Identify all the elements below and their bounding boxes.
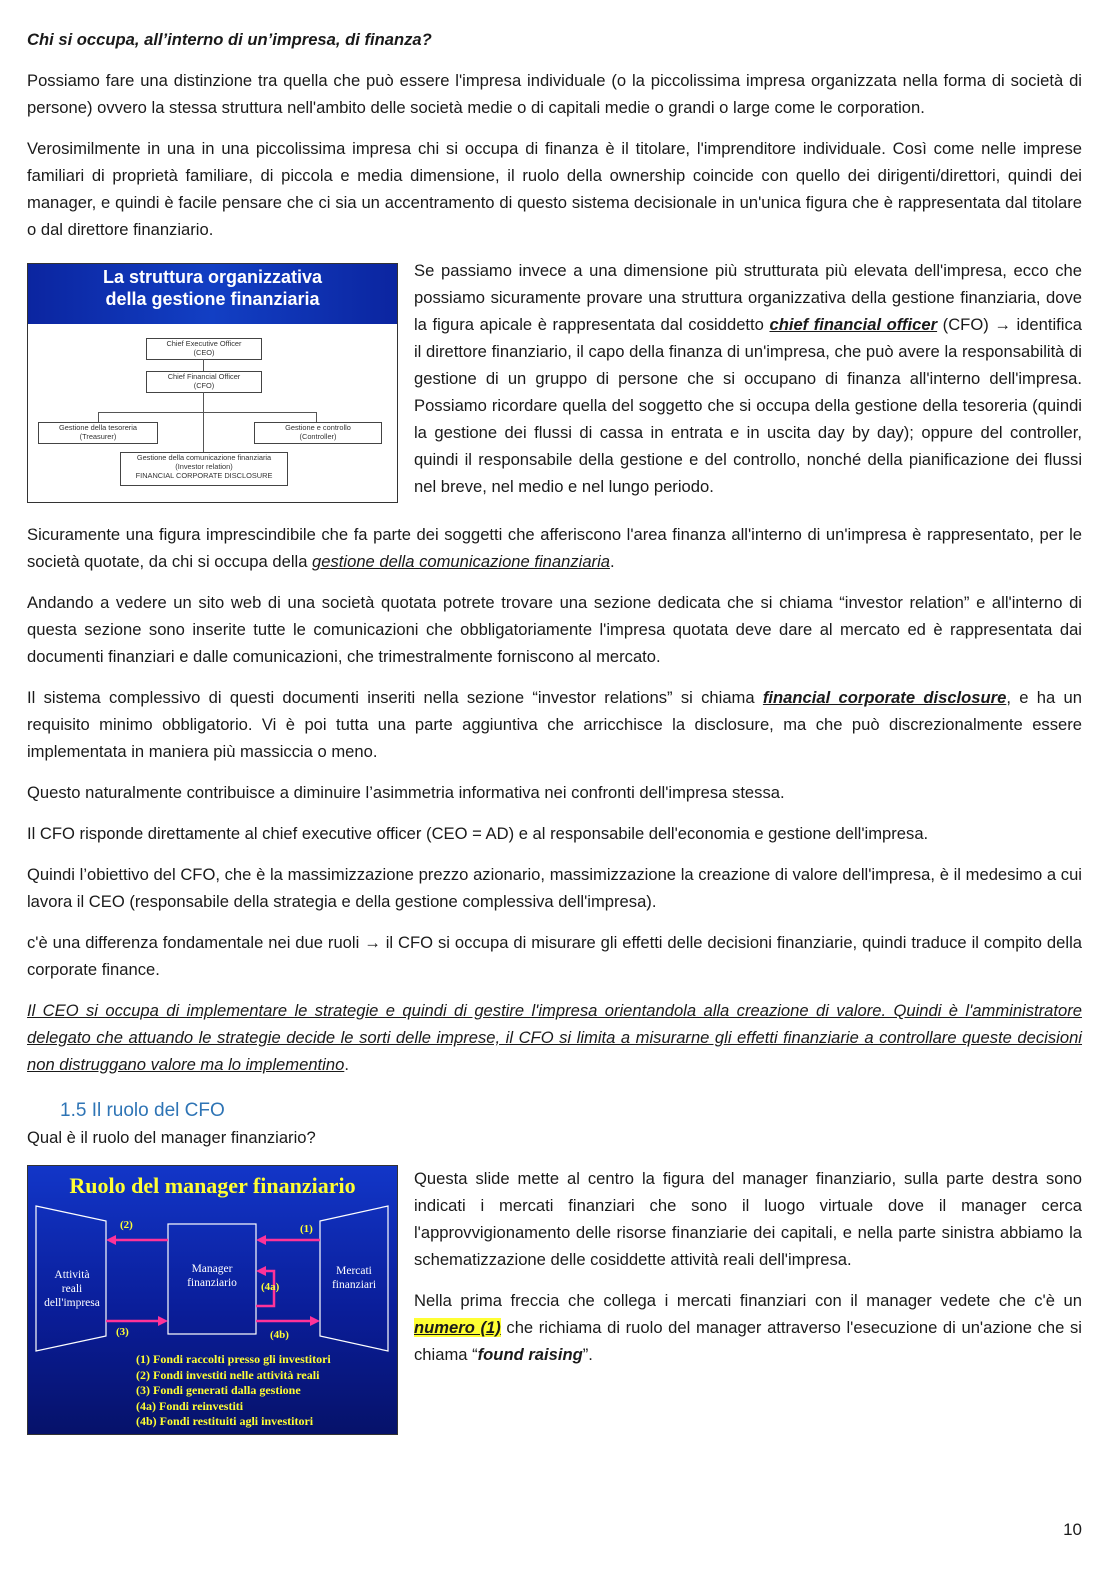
slide-legend: (1) Fondi raccolti presso gli investitori (2) Fondi investiti nelle attività reali (3) Fondi generati dalla gestione (4a) Fondi reinvestiti (4b) Fondi restituiti agli investitori [136,1352,331,1428]
connector-line [98,412,99,422]
figure-block-2 [27,1165,1082,1439]
paragraph-9: Quindi l’obiettivo del CFO, che è la massimizzazione prezzo azionario, massimizzazione la creazione di valore dell'impresa, è il medesimo a cui lavora il CEO (responsabile della strategia e della gestione complessiva dell'impresa). [27,865,1082,911]
controller-box: Gestione e controllo (Controller) [254,422,382,444]
arrow-1-head [256,1235,266,1245]
page-number: 10 [1063,1520,1082,1539]
term-comunicazione-finanziaria: gestione della comunicazione finanziaria [312,552,610,571]
arrow-4b-head [310,1316,320,1326]
label-1: (1) [300,1223,313,1235]
slide-title-line-1: La struttura organizzativa [102,267,323,287]
paragraph-4: Sicuramente una figura imprescindibile che fa parte dei soggetti che afferiscono l'area finanza all'interno di un'impresa è rappresentato, per le società quotate, da chi si occupa della gestione della comunicazione finanziaria. [27,525,1082,571]
investor-relation-box: Gestione della comunicazione finanziaria (Investor relation) FINANCIAL CORPORATE DISCLOSURE [120,452,288,486]
ceo-box: Chief Executive Officer (CEO) [146,338,262,360]
org-chart [28,324,397,502]
label-4a: (4a) [261,1281,280,1293]
connector-line [203,392,204,452]
highlight-numero-1: numero (1) [414,1318,501,1337]
financial-markets-label: Mercati finanziari [331,1265,377,1291]
document-page [27,26,1082,1439]
paragraph-1: Possiamo fare una distinzione tra quella che può essere l'impresa individuale (o la piccolissima impresa organizzata nella forma di società di persone) ovvero la stessa struttura nell'ambito delle società medie o di capitali medie o grandi o large come le corporation. [27,71,1082,117]
slide-title [28,266,397,310]
manager-label: Manager finanziario [187,1263,237,1289]
arrow-icon: → [364,933,381,952]
org-structure-slide [27,263,398,503]
section-question: Chi si occupa, all’interno di un’impresa, di finanza? [27,30,432,49]
figure-block-1 [27,257,1082,507]
paragraph-5: Andando a vedere un sito web di una società quotata potrete trovare una sezione dedicata che si chiama “investor relation” e all'interno di questa sezione sono inserite tutte le comunicazioni che obbligatoriamente l'impresa quotata deve dare al mercato ed è rappresentata dai documenti finanziari e dalle comunicazioni, che trimestralmente forniscono al mercato. [27,593,1082,666]
connector-line [203,359,204,371]
real-assets-label: Attività reali dell'impresa [44,1269,100,1309]
paragraph-2: Verosimilmente in una in una piccolissima impresa chi si occupa di finanza è il titolare, l'imprenditore individuale. Così come nelle imprese familiari di proprietà familiare, di piccola e media dimensione, il ruolo della ownership coincide con quello dei dirigenti/direttori, quindi dei manager, e quindi è facile pensare che ci sia un accentramento di questo sistema decisionale in un'unica figura che è rappresentata dal titolare o dal direttore finanziario. [27,139,1082,239]
paragraph-6: Il sistema complessivo di questi documenti inseriti nella sezione “investor relations” si chiama financial corporate disclosure, e ha un requisito minimo obbligatorio. Vi è poi tutta una parte aggiuntiva che arricchisce la disclosure, ma che può discrezionalmente essere implementata in maniera più massiccia o meno. [27,688,1082,761]
connector-line [316,412,317,422]
arrow-2-head [106,1235,116,1245]
arrow-4a-head [256,1266,266,1276]
paragraph-11: Il CEO si occupa di implementare le strategie e quindi di gestire l'impresa orientandola alla creazione di valore. Quindi è l'amministratore delegato che attuando le strategie decide le sorti delle imprese, il CFO si limita a misurarne gli effetti finanziarie a controllare queste decisioni non distruggano valore ma lo implementino. [27,1001,1082,1074]
connector-line [98,412,316,413]
section-question-2: Qual è il ruolo del manager finanziario? [27,1128,316,1147]
slide-title: Ruolo del manager finanziario [69,1173,356,1198]
cfo-box: Chief Financial Officer (CFO) [146,371,262,393]
term-found-raising: found raising [477,1345,583,1364]
label-2: (2) [120,1219,133,1231]
treasurer-box: Gestione della tesoreria (Treasurer) [38,422,158,444]
paragraph-10: c'è una differenza fondamentale nei due ruoli → il CFO si occupa di misurare gli effetti delle decisioni finanziarie, quindi traduce il compito della corporate finance. [27,933,1082,979]
label-4b: (4b) [270,1329,289,1341]
manager-role-slide [27,1165,398,1435]
paragraph-13: Nella prima freccia che collega i mercati finanziari con il manager vedete che c'è un numero (1) che richiama di ruolo del manager attraverso l'esecuzione di un'azione che si chiama “found raising”. [414,1291,1082,1364]
paragraph-3: Se passiamo invece a una dimensione più strutturata più elevata dell'impresa, ecco che possiamo sicuramente provare una struttura organizzativa della gestione finanziaria, dove la figura apicale è rappresentata dal cosiddetto chief financial officer (CFO) → identifica il direttore finanziario, il capo della finanza di un'impresa, che può avere la responsabilità di gestione di un gruppo di persone che si occupano di finanza all'interno dell'impresa. Possiamo ricordare quella del soggetto che si occupa della gestione della tesoreria (quindi la gestione dei flussi di cassa in entrata e in uscita day by day); oppure del controller, quindi il responsabile della gestione e del controllo, nonché della pianificazione dei flussi nel breve, nel medio e nel lungo periodo. [414,261,1082,496]
section-heading: 1.5 Il ruolo del CFO [60,1100,225,1121]
paragraph-7: Questo naturalmente contribuisce a diminuire l’asimmetria informativa nei confronti dell'impresa stessa. [27,783,785,802]
term-chief-financial-officer: chief financial officer [769,315,938,334]
label-3: (3) [116,1326,129,1338]
paragraph-12: Questa slide mette al centro la figura del manager finanziario, sulla parte destra sono indicati i mercati finanziari che sono il luogo virtuale dove il manager cerca l'approvvigionamento delle risorse finanziarie dei capitali, e nella parte sinistra abbiamo la schematizzazione delle cosiddette attività reali dell'impresa. [414,1169,1082,1269]
arrow-3-head [158,1316,168,1326]
slide-title-line-2: della gestione finanziaria [105,289,320,309]
term-financial-corporate-disclosure: financial corporate disclosure [762,688,1007,707]
arrow-icon: → [994,315,1011,334]
paragraph-8: Il CFO risponde direttamente al chief executive officer (CEO = AD) e al responsabile dell'economia e gestione dell'impresa. [27,824,929,843]
